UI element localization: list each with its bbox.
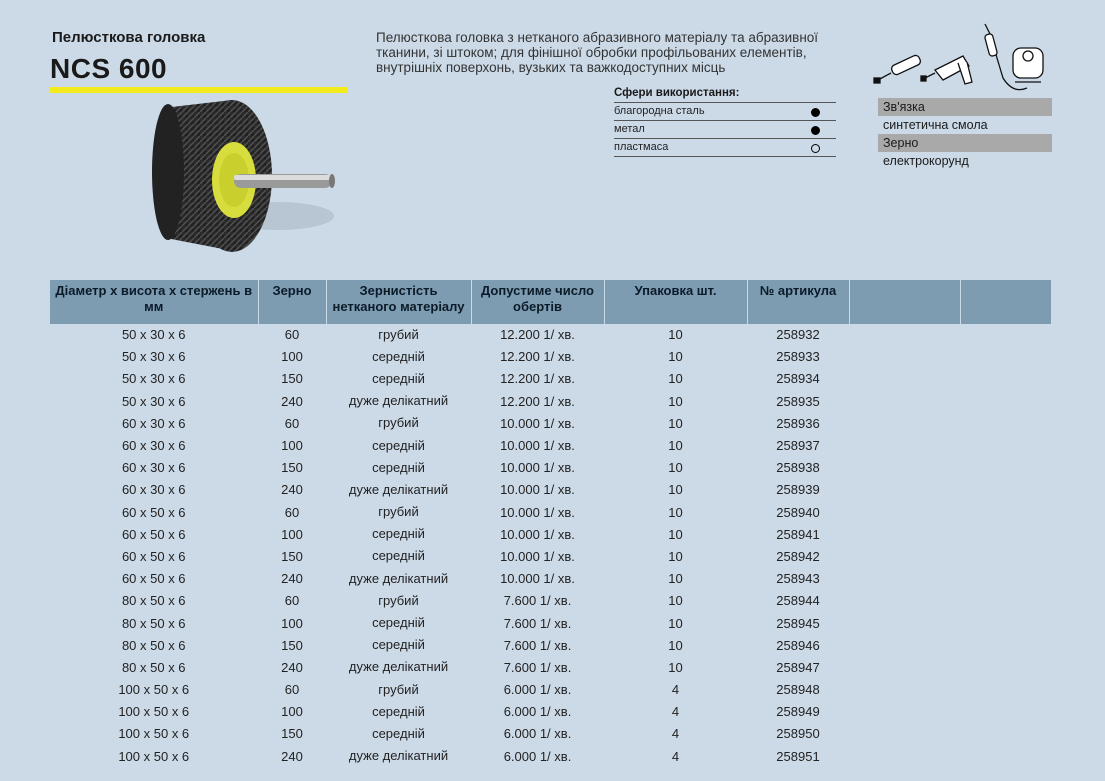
cell-empty	[849, 679, 960, 701]
cell-coarseness: дуже делікатний	[326, 390, 471, 412]
cell-article: 258939	[747, 479, 849, 501]
cell-empty	[960, 346, 1051, 368]
cell-article: 258944	[747, 590, 849, 612]
cell-empty	[960, 634, 1051, 656]
cell-empty	[960, 523, 1051, 545]
cell-empty	[849, 346, 960, 368]
filled-circle-icon	[811, 108, 820, 117]
cell-empty	[960, 701, 1051, 723]
product-description: Пелюсткова головка з нетканого абразивного матеріалу та абразивної тканини, зі штоком; для фінішної обробки профільованих елементів, внутрішніх поверхонь, вузьких та важкодоступних місць	[376, 30, 819, 75]
cell-package: 10	[604, 390, 747, 412]
cell-empty	[960, 612, 1051, 634]
table-row	[50, 368, 1051, 390]
cell-dimensions: 100 x 50 x 6	[50, 679, 258, 701]
grain-header: Зерно	[878, 134, 1052, 152]
cell-grit: 60	[258, 412, 326, 434]
cell-package: 10	[604, 545, 747, 567]
cell-empty	[849, 390, 960, 412]
cell-coarseness: дуже делікатний	[326, 745, 471, 767]
table-row	[50, 590, 1051, 612]
cell-max-rpm: 7.600 1/ хв.	[471, 634, 604, 656]
cell-max-rpm: 10.000 1/ хв.	[471, 568, 604, 590]
cell-grit: 240	[258, 568, 326, 590]
cell-empty	[849, 634, 960, 656]
header-coarseness: Зернистість нетканого матеріалу	[326, 280, 471, 324]
cell-empty	[849, 545, 960, 567]
table-row	[50, 612, 1051, 634]
cell-max-rpm: 6.000 1/ хв.	[471, 701, 604, 723]
cell-max-rpm: 7.600 1/ хв.	[471, 612, 604, 634]
cell-empty	[960, 545, 1051, 567]
cell-dimensions: 50 x 30 x 6	[50, 368, 258, 390]
cell-grit: 60	[258, 679, 326, 701]
cell-article: 258935	[747, 390, 849, 412]
cell-empty	[960, 656, 1051, 678]
table-row	[50, 501, 1051, 523]
usage-label: благородна сталь	[614, 105, 705, 117]
cell-empty	[960, 457, 1051, 479]
bond-header: Зв'язка	[878, 98, 1052, 116]
usage-label: пластмаса	[614, 141, 669, 153]
cell-empty	[849, 412, 960, 434]
cell-max-rpm: 10.000 1/ хв.	[471, 523, 604, 545]
cell-empty	[960, 412, 1051, 434]
cell-empty	[849, 745, 960, 767]
cell-package: 10	[604, 656, 747, 678]
cell-coarseness: грубий	[326, 324, 471, 346]
cell-dimensions: 100 x 50 x 6	[50, 745, 258, 767]
cell-grit: 150	[258, 634, 326, 656]
grain-value: електрокорунд	[883, 154, 969, 168]
cell-empty	[960, 745, 1051, 767]
cell-grit: 240	[258, 656, 326, 678]
cell-grit: 240	[258, 390, 326, 412]
cell-grit: 100	[258, 346, 326, 368]
cell-empty	[960, 679, 1051, 701]
cell-max-rpm: 7.600 1/ хв.	[471, 590, 604, 612]
cell-dimensions: 100 x 50 x 6	[50, 701, 258, 723]
cell-article: 258941	[747, 523, 849, 545]
cell-empty	[849, 368, 960, 390]
cell-dimensions: 80 x 50 x 6	[50, 590, 258, 612]
cell-dimensions: 50 x 30 x 6	[50, 346, 258, 368]
cell-empty	[849, 501, 960, 523]
cell-package: 4	[604, 679, 747, 701]
cell-grit: 100	[258, 612, 326, 634]
properties-panel	[878, 98, 1052, 170]
table-row	[50, 479, 1051, 501]
table-row	[50, 523, 1051, 545]
cell-coarseness: середній	[326, 723, 471, 745]
product-subtitle: Пелюсткова головка	[52, 29, 206, 46]
cell-grit: 60	[258, 590, 326, 612]
cell-coarseness: дуже делікатний	[326, 656, 471, 678]
cell-max-rpm: 10.000 1/ хв.	[471, 501, 604, 523]
cell-article: 258932	[747, 324, 849, 346]
cell-empty	[960, 590, 1051, 612]
cell-package: 4	[604, 701, 747, 723]
cell-dimensions: 50 x 30 x 6	[50, 390, 258, 412]
cell-coarseness: грубий	[326, 412, 471, 434]
cell-article: 258937	[747, 434, 849, 456]
cell-grit: 150	[258, 723, 326, 745]
cell-empty	[849, 656, 960, 678]
cell-empty	[960, 479, 1051, 501]
cell-dimensions: 60 x 30 x 6	[50, 412, 258, 434]
cell-coarseness: середній	[326, 368, 471, 390]
cell-package: 10	[604, 434, 747, 456]
cell-grit: 150	[258, 457, 326, 479]
cell-coarseness: грубий	[326, 679, 471, 701]
cell-dimensions: 60 x 30 x 6	[50, 457, 258, 479]
cell-empty	[849, 612, 960, 634]
cell-dimensions: 50 x 30 x 6	[50, 324, 258, 346]
cell-grit: 240	[258, 479, 326, 501]
header-article: № артикула	[747, 280, 849, 324]
cell-max-rpm: 12.200 1/ хв.	[471, 346, 604, 368]
cell-coarseness: середній	[326, 701, 471, 723]
cell-max-rpm: 10.000 1/ хв.	[471, 545, 604, 567]
header-grit: Зерно	[258, 280, 326, 324]
cell-grit: 150	[258, 545, 326, 567]
flap-wheel-image	[128, 88, 338, 258]
usage-row-plastic	[614, 138, 836, 157]
cell-empty	[960, 324, 1051, 346]
cell-coarseness: грубий	[326, 501, 471, 523]
cell-max-rpm: 6.000 1/ хв.	[471, 679, 604, 701]
cell-empty	[960, 723, 1051, 745]
cell-article: 258947	[747, 656, 849, 678]
table-row	[50, 679, 1051, 701]
cell-grit: 150	[258, 368, 326, 390]
cell-article: 258942	[747, 545, 849, 567]
cell-coarseness: середній	[326, 612, 471, 634]
cell-article: 258934	[747, 368, 849, 390]
cell-package: 4	[604, 723, 747, 745]
cell-package: 10	[604, 501, 747, 523]
table-row	[50, 656, 1051, 678]
cell-package: 10	[604, 479, 747, 501]
cell-article: 258945	[747, 612, 849, 634]
header-empty-1	[849, 280, 960, 324]
cell-max-rpm: 7.600 1/ хв.	[471, 656, 604, 678]
cell-max-rpm: 12.200 1/ хв.	[471, 390, 604, 412]
cell-package: 10	[604, 324, 747, 346]
cell-dimensions: 60 x 50 x 6	[50, 568, 258, 590]
cell-max-rpm: 10.000 1/ хв.	[471, 412, 604, 434]
cell-coarseness: дуже делікатний	[326, 479, 471, 501]
usage-row-stainless	[614, 102, 836, 120]
header-dimensions: Діаметр х висота х стержень в мм	[50, 280, 258, 324]
table-row	[50, 434, 1051, 456]
cell-empty	[849, 457, 960, 479]
cell-package: 10	[604, 612, 747, 634]
cell-dimensions: 60 x 50 x 6	[50, 523, 258, 545]
empty-circle-icon	[811, 144, 820, 153]
cell-article: 258940	[747, 501, 849, 523]
bond-value: синтетична смола	[883, 118, 988, 132]
cell-empty	[960, 568, 1051, 590]
cell-dimensions: 60 x 50 x 6	[50, 545, 258, 567]
cell-grit: 100	[258, 434, 326, 456]
table-row	[50, 457, 1051, 479]
header-package: Упаковка шт.	[604, 280, 747, 324]
cell-empty	[849, 479, 960, 501]
power-tools-icon	[873, 18, 1051, 96]
table-row	[50, 346, 1051, 368]
cell-grit: 60	[258, 324, 326, 346]
cell-package: 4	[604, 745, 747, 767]
cell-empty	[849, 701, 960, 723]
cell-empty	[960, 368, 1051, 390]
cell-package: 10	[604, 634, 747, 656]
cell-package: 10	[604, 568, 747, 590]
header-empty-2	[960, 280, 1051, 324]
cell-dimensions: 60 x 30 x 6	[50, 479, 258, 501]
cell-empty	[960, 390, 1051, 412]
cell-coarseness: середній	[326, 457, 471, 479]
cell-package: 10	[604, 346, 747, 368]
table-row	[50, 723, 1051, 745]
cell-package: 10	[604, 412, 747, 434]
cell-empty	[960, 434, 1051, 456]
header-max-rpm: Допустиме число обертів	[471, 280, 604, 324]
cell-coarseness: середній	[326, 523, 471, 545]
cell-coarseness: середній	[326, 634, 471, 656]
cell-grit: 60	[258, 501, 326, 523]
cell-dimensions: 80 x 50 x 6	[50, 612, 258, 634]
cell-coarseness: середній	[326, 545, 471, 567]
cell-coarseness: середній	[326, 346, 471, 368]
cell-package: 10	[604, 590, 747, 612]
cell-dimensions: 100 x 50 x 6	[50, 723, 258, 745]
specification-table	[50, 280, 1052, 768]
table-row	[50, 568, 1051, 590]
table-row	[50, 634, 1051, 656]
cell-grit: 100	[258, 523, 326, 545]
filled-circle-icon	[811, 126, 820, 135]
cell-empty	[849, 568, 960, 590]
cell-max-rpm: 10.000 1/ хв.	[471, 457, 604, 479]
cell-max-rpm: 10.000 1/ хв.	[471, 434, 604, 456]
cell-empty	[849, 723, 960, 745]
cell-dimensions: 80 x 50 x 6	[50, 634, 258, 656]
table-row	[50, 390, 1051, 412]
table-row	[50, 412, 1051, 434]
cell-article: 258948	[747, 679, 849, 701]
table-row	[50, 745, 1051, 767]
cell-max-rpm: 6.000 1/ хв.	[471, 723, 604, 745]
cell-max-rpm: 12.200 1/ хв.	[471, 368, 604, 390]
cell-grit: 240	[258, 745, 326, 767]
cell-dimensions: 80 x 50 x 6	[50, 656, 258, 678]
cell-article: 258943	[747, 568, 849, 590]
usage-label: метал	[614, 123, 645, 135]
table-row	[50, 545, 1051, 567]
cell-article: 258950	[747, 723, 849, 745]
cell-max-rpm: 10.000 1/ хв.	[471, 479, 604, 501]
cell-max-rpm: 12.200 1/ хв.	[471, 324, 604, 346]
table-header-row	[50, 280, 1051, 324]
usage-row-metal	[614, 120, 836, 138]
cell-article: 258951	[747, 745, 849, 767]
cell-package: 10	[604, 368, 747, 390]
cell-empty	[849, 324, 960, 346]
cell-coarseness: дуже делікатний	[326, 568, 471, 590]
cell-coarseness: середній	[326, 434, 471, 456]
cell-article: 258946	[747, 634, 849, 656]
cell-article: 258933	[747, 346, 849, 368]
product-title: NCS 600	[50, 53, 168, 84]
cell-package: 10	[604, 523, 747, 545]
cell-empty	[849, 434, 960, 456]
table-row	[50, 324, 1051, 346]
cell-empty	[849, 523, 960, 545]
cell-empty	[960, 501, 1051, 523]
cell-empty	[849, 590, 960, 612]
cell-max-rpm: 6.000 1/ хв.	[471, 745, 604, 767]
cell-dimensions: 60 x 50 x 6	[50, 501, 258, 523]
cell-grit: 100	[258, 701, 326, 723]
cell-article: 258938	[747, 457, 849, 479]
cell-package: 10	[604, 457, 747, 479]
usage-title: Сфери використання:	[614, 87, 740, 99]
cell-article: 258936	[747, 412, 849, 434]
usage-areas	[614, 87, 836, 157]
cell-article: 258949	[747, 701, 849, 723]
cell-coarseness: грубий	[326, 590, 471, 612]
table-row	[50, 701, 1051, 723]
cell-dimensions: 60 x 30 x 6	[50, 434, 258, 456]
